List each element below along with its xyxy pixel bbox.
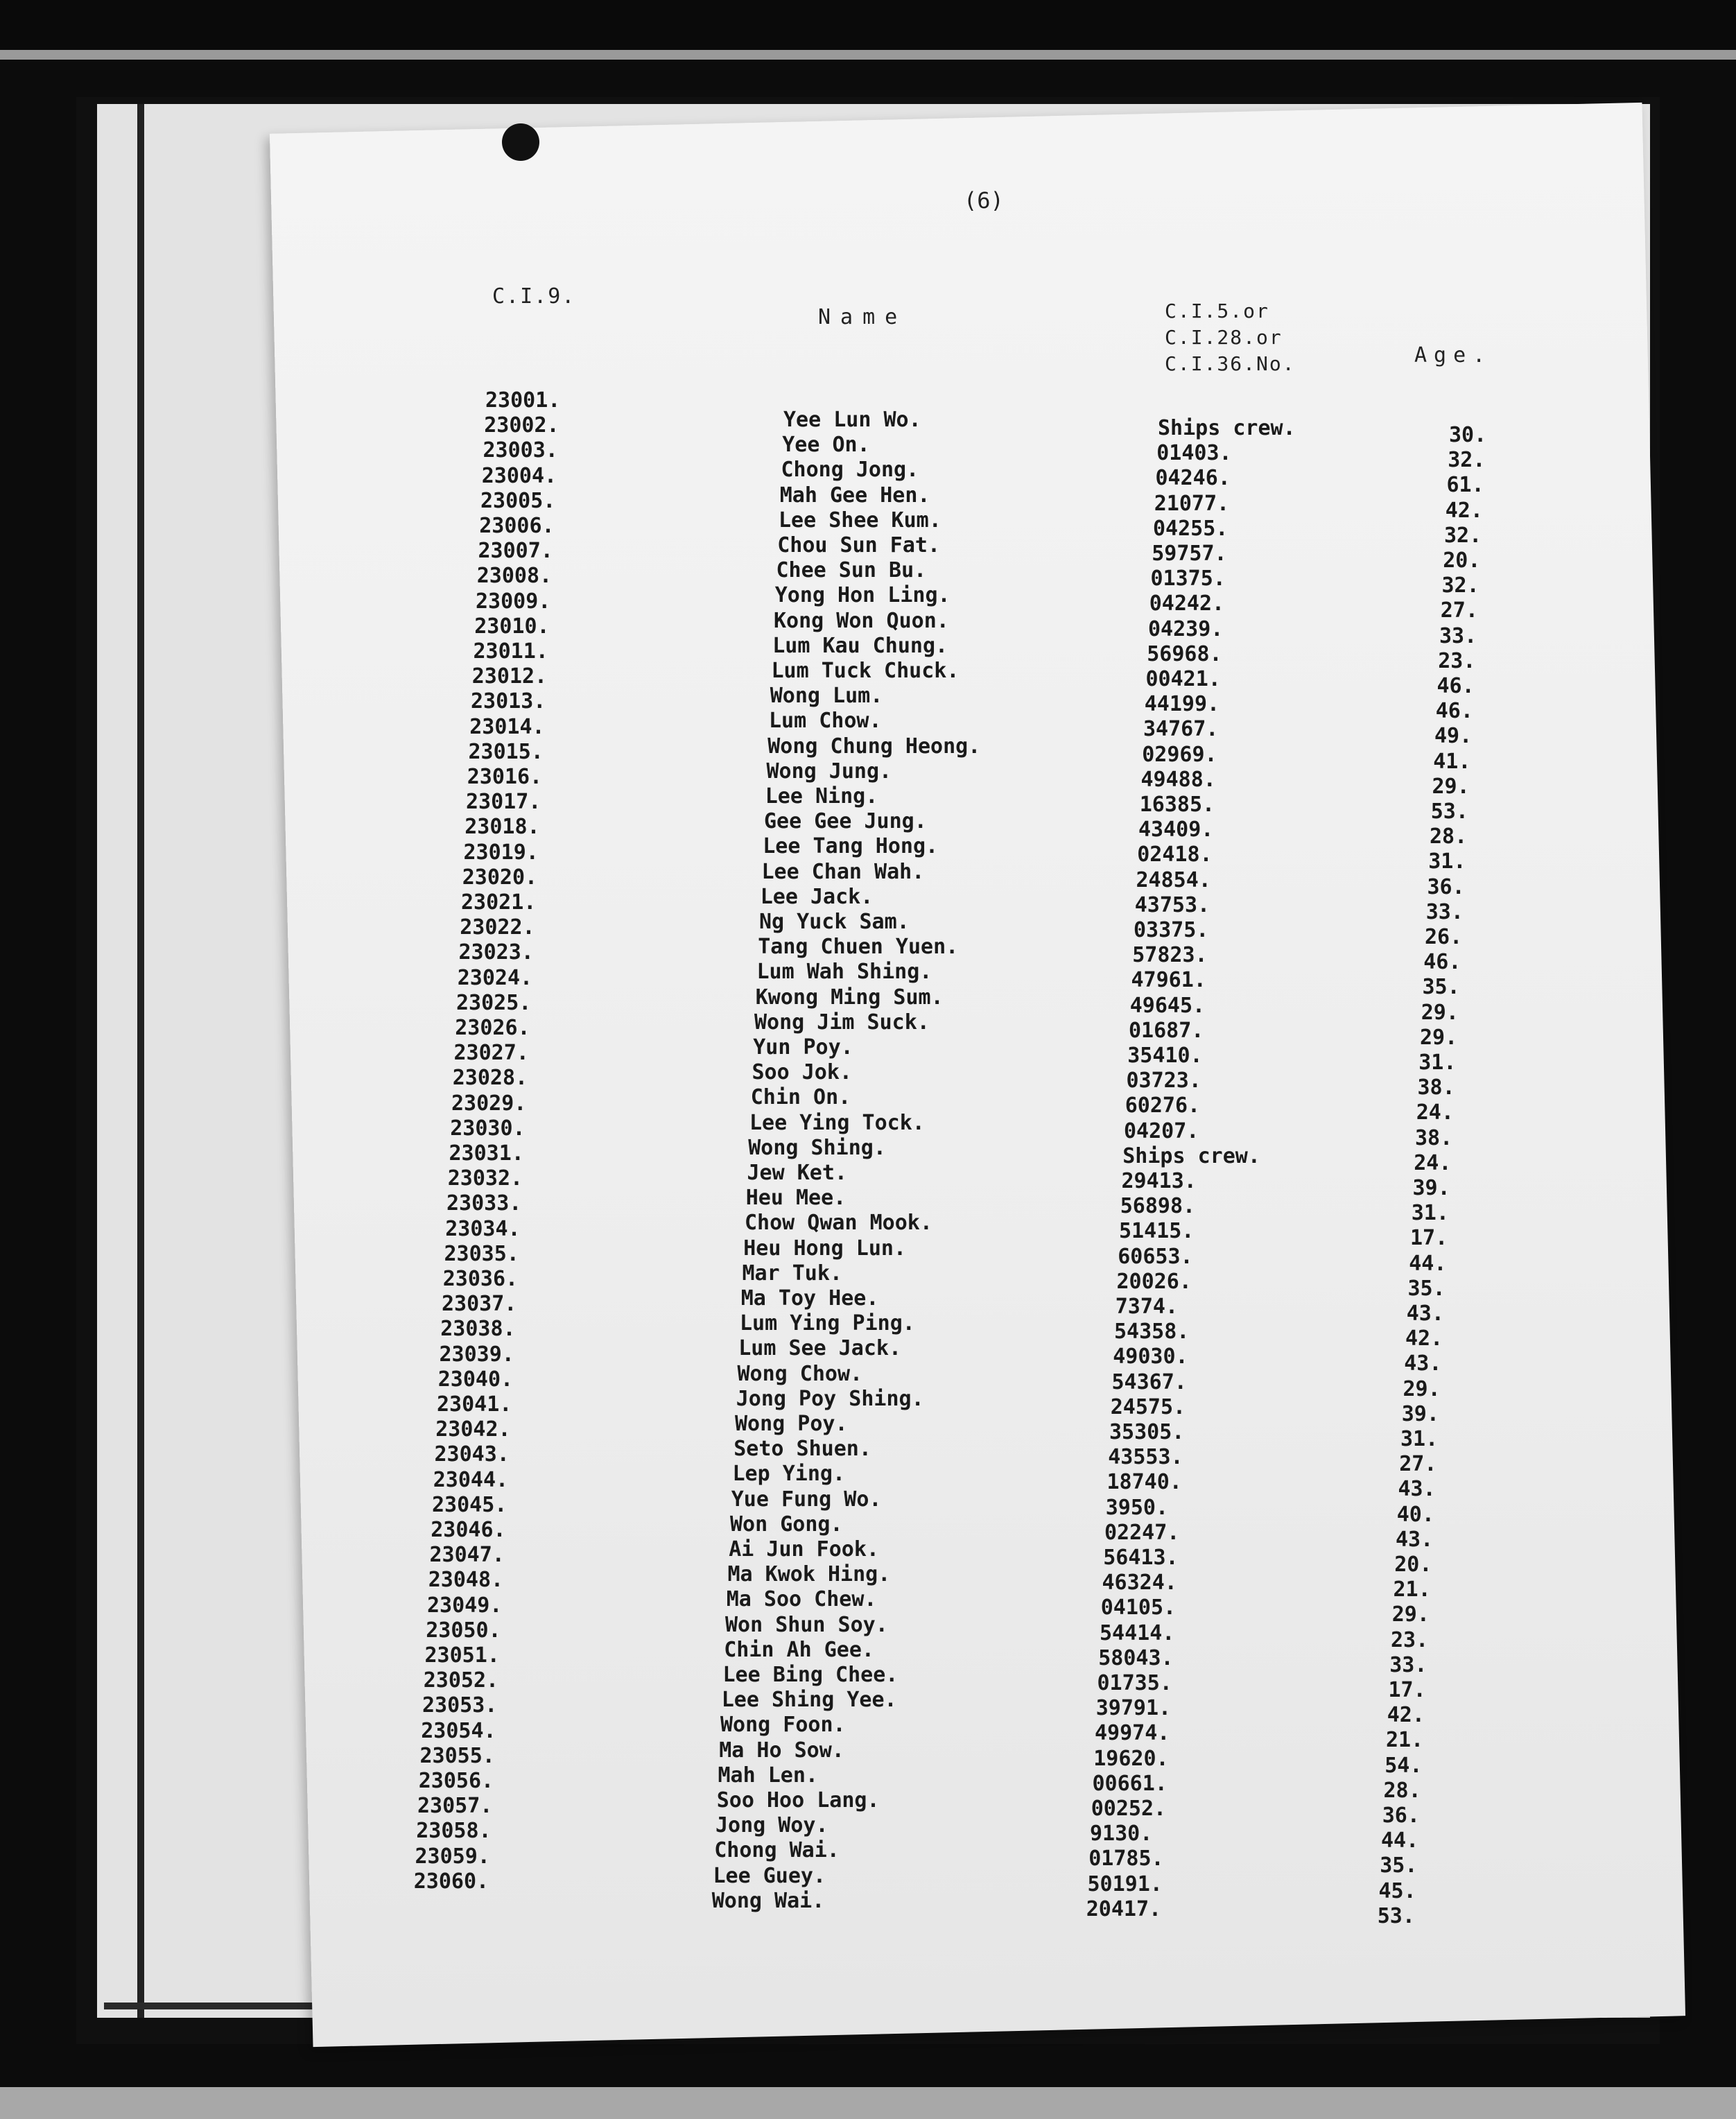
ci9-number: 23016. — [467, 765, 543, 789]
header-ci9: C.I.9. — [492, 284, 576, 309]
reference-number: 00421. — [1145, 667, 1221, 691]
ci9-number: 23056. — [418, 1769, 494, 1793]
person-name: Lee Tang Hong. — [763, 834, 939, 859]
reference-number: 00252. — [1091, 1797, 1167, 1821]
person-name: Wong Foon. — [720, 1713, 846, 1738]
reference-number: 60653. — [1118, 1244, 1193, 1269]
person-name: Ng Yuck Sam. — [759, 910, 910, 934]
person-name: Lee Ying Tock. — [749, 1110, 925, 1135]
person-name: Lum Kau Chung. — [772, 633, 948, 658]
ci9-number: 23018. — [465, 815, 540, 840]
age-value: 23. — [1391, 1627, 1429, 1652]
age-value: 33. — [1425, 899, 1464, 924]
reference-number: 18740. — [1106, 1470, 1182, 1495]
age-value: 31. — [1418, 1050, 1457, 1075]
age-value: 31. — [1400, 1427, 1439, 1451]
age-value: 30. — [1449, 423, 1487, 447]
ci9-number: 23010. — [474, 614, 550, 639]
person-name: Wong Chow. — [737, 1361, 863, 1386]
age-value: 21. — [1386, 1728, 1424, 1753]
ci9-number: 23004. — [481, 463, 557, 488]
person-name: Wong Poy. — [735, 1412, 848, 1436]
ci9-number: 23054. — [421, 1718, 496, 1743]
age-value: 31. — [1428, 849, 1466, 874]
ci9-number: 23053. — [422, 1693, 498, 1718]
ci9-number: 23047. — [429, 1543, 505, 1568]
person-name: Chee Sun Bu. — [776, 558, 927, 583]
age-value: 17. — [1388, 1678, 1426, 1702]
ci9-number: 23005. — [480, 488, 556, 513]
age-value: 29. — [1391, 1602, 1430, 1627]
header-reference-line-3: C.I.36.No. — [1165, 352, 1296, 375]
ci9-number: 23024. — [457, 965, 533, 990]
age-value: 32. — [1441, 573, 1479, 598]
reference-number: 03723. — [1126, 1069, 1201, 1093]
reference-number: 49488. — [1140, 767, 1216, 792]
age-value: 28. — [1430, 824, 1468, 849]
person-name: Heu Hong Lun. — [743, 1236, 907, 1261]
person-name: Mah Gee Hen. — [779, 483, 930, 508]
person-name: Wong Shing. — [748, 1135, 886, 1160]
ci9-number: 23049. — [427, 1593, 503, 1618]
person-name: Won Gong. — [730, 1512, 843, 1537]
age-value: 29. — [1432, 774, 1470, 799]
ci9-number: 23003. — [483, 438, 558, 463]
person-name: Yong Hon Ling. — [774, 583, 951, 608]
age-value: 27. — [1399, 1452, 1437, 1477]
person-name: Chin Ah Gee. — [724, 1637, 874, 1662]
person-name: Jew Ket. — [747, 1161, 847, 1185]
ci9-number: 23036. — [442, 1267, 519, 1291]
reference-number: 57823. — [1132, 943, 1208, 968]
person-name: Ma Soo Chew. — [726, 1587, 877, 1612]
ci9-number: 23059. — [415, 1844, 490, 1869]
reference-number: 04242. — [1149, 591, 1225, 616]
age-value: 32. — [1444, 523, 1482, 548]
person-name: Heu Mee. — [745, 1186, 847, 1211]
reference-number: 04207. — [1124, 1118, 1199, 1143]
reference-number: 56898. — [1120, 1194, 1196, 1219]
ci9-number: 23042. — [435, 1417, 511, 1442]
reference-number: 51415. — [1119, 1219, 1195, 1244]
age-value: 42. — [1405, 1326, 1443, 1351]
ci9-number: 23017. — [466, 790, 541, 815]
person-name: Mah Len. — [718, 1763, 818, 1788]
age-value: 28. — [1383, 1778, 1421, 1803]
ci9-number: 23025. — [456, 990, 532, 1015]
ci9-number: 23011. — [473, 639, 548, 664]
person-name: Lee Shing Yee. — [721, 1688, 897, 1713]
ci9-number: 23019. — [463, 840, 539, 865]
age-value: 33. — [1439, 623, 1477, 648]
ci9-number: 23015. — [468, 739, 544, 764]
reference-number: 56968. — [1147, 641, 1222, 666]
ci9-number: 23021. — [461, 890, 537, 915]
reference-number: 39791. — [1095, 1696, 1172, 1721]
ci9-number: 23035. — [444, 1241, 519, 1266]
ci9-number: 23044. — [433, 1467, 509, 1492]
reference-number: 47961. — [1131, 968, 1206, 993]
ci9-number: 23007. — [478, 539, 553, 564]
person-name: Jong Poy Shing. — [736, 1386, 924, 1411]
ci9-number: 23012. — [471, 664, 548, 689]
age-value: 32. — [1448, 448, 1486, 473]
ci9-number: 23058. — [416, 1819, 492, 1844]
header-reference-line-1: C.I.5.or — [1165, 300, 1269, 322]
ci9-number: 23014. — [469, 714, 545, 739]
reference-number: 01687. — [1129, 1018, 1204, 1043]
reference-number: 04255. — [1153, 516, 1229, 541]
person-name: Chong Jong. — [781, 458, 919, 483]
reference-number: 9130. — [1090, 1822, 1153, 1846]
reference-number: 03375. — [1134, 918, 1209, 942]
reference-number: 3950. — [1105, 1495, 1169, 1520]
reference-number: 04105. — [1100, 1595, 1177, 1620]
ci9-number: 23038. — [440, 1317, 516, 1342]
age-value: 42. — [1387, 1703, 1425, 1728]
age-value: 54. — [1385, 1753, 1423, 1778]
age-value: 46. — [1423, 950, 1461, 975]
person-name: Yue Fung Wo. — [731, 1487, 882, 1512]
ci9-number: 23009. — [476, 589, 551, 614]
reference-number: 58043. — [1098, 1645, 1174, 1670]
age-value: 35. — [1407, 1276, 1446, 1301]
reference-number: 19620. — [1093, 1746, 1169, 1771]
header-name: Name — [818, 305, 908, 329]
person-name: Wong Chung Heong. — [767, 734, 981, 759]
age-value: 36. — [1427, 874, 1465, 899]
person-name: Lum Ying Ping. — [740, 1311, 915, 1336]
person-name: Tang Chuen Yuen. — [758, 935, 959, 960]
age-value: 53. — [1377, 1903, 1415, 1928]
age-value: 24. — [1414, 1150, 1452, 1175]
age-value: 24. — [1416, 1100, 1454, 1125]
reference-number: 43409. — [1138, 818, 1214, 842]
person-name: Ma Kwok Hing. — [727, 1562, 891, 1587]
age-value: 42. — [1445, 498, 1483, 523]
reference-number: 43753. — [1134, 892, 1210, 917]
ci9-number: 23057. — [417, 1794, 493, 1819]
ci9-number: 23026. — [455, 1016, 530, 1040]
ci9-number: 23022. — [460, 915, 535, 940]
header-reference-line-2: C.I.28.or — [1165, 326, 1283, 349]
person-name: Ma Toy Hee. — [740, 1286, 879, 1311]
reference-number: 59757. — [1152, 542, 1227, 566]
ci9-number: 23043. — [434, 1442, 510, 1467]
person-name: Wong Wai. — [711, 1888, 825, 1913]
reference-number: 60276. — [1125, 1093, 1201, 1118]
reference-number: 43553. — [1108, 1445, 1183, 1470]
ci9-number: 23052. — [423, 1668, 499, 1693]
person-name: Won Shun Soy. — [725, 1612, 888, 1637]
age-value: 35. — [1422, 975, 1460, 1000]
age-value: 46. — [1435, 699, 1473, 724]
reference-number: 00661. — [1092, 1771, 1168, 1796]
person-name: Soo Jok. — [752, 1060, 852, 1085]
ci9-number: 23027. — [453, 1041, 529, 1066]
ci9-number: 23001. — [485, 388, 561, 413]
person-name: Lum Chow. — [769, 709, 882, 734]
age-value: 29. — [1420, 1025, 1458, 1050]
person-name: Lee Bing Chee. — [722, 1663, 899, 1687]
age-value: 53. — [1430, 799, 1468, 824]
ci9-number: 23006. — [479, 514, 555, 538]
age-value: 17. — [1410, 1226, 1448, 1251]
age-value: 27. — [1440, 598, 1478, 623]
age-value: 43. — [1396, 1527, 1434, 1552]
reference-number: 01785. — [1088, 1846, 1164, 1871]
reference-number: 29413. — [1121, 1169, 1197, 1193]
age-value: 23. — [1438, 648, 1476, 673]
person-name: Lee Chan Wah. — [761, 859, 925, 884]
reference-number: 16385. — [1139, 793, 1215, 817]
ci9-number: 23020. — [462, 865, 538, 890]
age-value: 49. — [1434, 724, 1473, 749]
ci9-number: 23029. — [451, 1091, 527, 1116]
reference-number: Ships crew. — [1158, 416, 1296, 440]
person-name: Kong Won Quon. — [774, 608, 949, 633]
punch-hole — [502, 123, 539, 161]
person-name: Wong Jim Suck. — [754, 1010, 930, 1035]
reference-number: 01735. — [1097, 1671, 1172, 1695]
age-value: 44. — [1409, 1251, 1447, 1276]
ci9-number: 23034. — [445, 1216, 521, 1241]
person-name: Yee On. — [782, 433, 870, 458]
person-name: Wong Jung. — [766, 759, 892, 784]
ci9-number: 23013. — [471, 689, 546, 714]
ci9-number: 23030. — [450, 1116, 526, 1141]
ci9-number: 23032. — [447, 1166, 523, 1191]
ci9-number: 23028. — [452, 1066, 528, 1091]
person-name: Kwong Ming Sum. — [755, 985, 944, 1010]
reference-number: 54367. — [1111, 1369, 1187, 1394]
person-name: Lee Shee Kum. — [779, 508, 941, 533]
ci9-number: 23031. — [449, 1141, 524, 1166]
reference-number: 54414. — [1100, 1620, 1175, 1645]
ci9-number: 23037. — [442, 1292, 517, 1317]
age-value: 21. — [1393, 1577, 1431, 1602]
age-value: 26. — [1425, 925, 1463, 949]
reference-number: Ships crew. — [1122, 1143, 1260, 1168]
person-name: Soo Hoo Lang. — [716, 1788, 880, 1813]
reference-number: 20417. — [1086, 1896, 1162, 1921]
ci9-number: 23051. — [424, 1643, 500, 1668]
reference-number: 04239. — [1148, 616, 1224, 641]
person-name: Jong Woy. — [715, 1813, 828, 1838]
age-value: 35. — [1380, 1853, 1418, 1878]
reference-number: 02418. — [1137, 842, 1213, 867]
ci9-number: 23008. — [476, 564, 553, 589]
person-name: Mar Tuk. — [742, 1261, 842, 1286]
person-name: Lep Ying. — [732, 1462, 846, 1487]
age-value: 39. — [1401, 1401, 1439, 1426]
ci9-number: 23050. — [426, 1618, 501, 1643]
ci9-number: 23060. — [413, 1869, 489, 1894]
header-reference — [1165, 298, 1296, 377]
age-value: 43. — [1404, 1351, 1442, 1376]
reference-number: 34767. — [1143, 717, 1219, 742]
person-name: Lee Guey. — [713, 1863, 826, 1888]
reference-number: 46324. — [1102, 1571, 1177, 1595]
reference-number: 35305. — [1109, 1420, 1185, 1444]
ci9-number: 23046. — [431, 1518, 506, 1542]
reference-number: 01403. — [1156, 441, 1232, 466]
person-name: Chin On. — [750, 1085, 851, 1110]
person-name: Lum Wah Shing. — [756, 960, 932, 985]
person-name: Chong Wai. — [714, 1838, 840, 1863]
header-age: Age. — [1414, 343, 1493, 367]
ci9-number: 23040. — [437, 1367, 514, 1392]
age-value: 29. — [1403, 1376, 1441, 1401]
person-name: Ma Ho Sow. — [719, 1738, 844, 1763]
age-value: 31. — [1411, 1201, 1449, 1226]
age-value: 33. — [1389, 1652, 1427, 1677]
age-value: 29. — [1421, 1000, 1459, 1025]
ci9-number: 23039. — [439, 1342, 514, 1367]
reference-number: 01375. — [1150, 566, 1226, 591]
person-name: Ai Jun Fook. — [729, 1537, 879, 1562]
person-name: Seto Shuen. — [734, 1437, 871, 1462]
age-value: 36. — [1382, 1804, 1420, 1828]
page-number: (6) — [964, 187, 1004, 214]
ci9-number: 23045. — [432, 1492, 507, 1517]
age-value: 20. — [1394, 1553, 1432, 1577]
reference-number: 7374. — [1115, 1295, 1179, 1319]
ci9-number: 23033. — [446, 1191, 522, 1216]
reference-number: 21077. — [1154, 491, 1230, 516]
person-name: Yee Lun Wo. — [783, 408, 921, 432]
age-value: 61. — [1446, 473, 1484, 498]
reference-number: 49974. — [1095, 1721, 1170, 1746]
age-value: 43. — [1406, 1301, 1444, 1326]
person-name: Chou Sun Fat. — [777, 533, 941, 557]
person-name: Chow Qwan Mook. — [745, 1211, 932, 1236]
reference-number: 49645. — [1129, 993, 1206, 1018]
reference-number: 44199. — [1144, 692, 1220, 717]
ci9-number: 23023. — [458, 940, 534, 965]
age-value: 40. — [1396, 1502, 1434, 1527]
reference-number: 04246. — [1155, 466, 1231, 491]
person-name: Lee Ning. — [765, 784, 878, 808]
reference-number: 02247. — [1104, 1520, 1180, 1545]
reference-number: 20026. — [1116, 1269, 1192, 1294]
age-value: 44. — [1381, 1828, 1419, 1853]
reference-number: 54358. — [1114, 1320, 1190, 1344]
person-name: Lum Tuck Chuck. — [771, 659, 960, 683]
person-name: Gee Gee Jung. — [764, 809, 927, 834]
age-value: 39. — [1412, 1176, 1450, 1200]
age-value: 46. — [1436, 674, 1475, 698]
age-value: 43. — [1398, 1477, 1436, 1502]
ci9-number: 23048. — [428, 1568, 504, 1593]
age-value: 38. — [1417, 1075, 1455, 1100]
age-value: 38. — [1415, 1125, 1453, 1150]
reference-number: 24854. — [1136, 867, 1211, 892]
age-value: 45. — [1378, 1878, 1416, 1903]
reference-number: 24575. — [1110, 1394, 1186, 1419]
reference-number: 56413. — [1103, 1546, 1179, 1570]
person-name: Lum See Jack. — [738, 1336, 902, 1361]
age-value: 41. — [1433, 749, 1471, 774]
ci9-number: 23002. — [484, 413, 559, 438]
reference-number: 02969. — [1142, 742, 1217, 767]
ci9-number: 23055. — [419, 1743, 495, 1768]
person-name: Yun Poy. — [753, 1035, 853, 1060]
person-name: Wong Lum. — [770, 684, 883, 709]
age-value: 20. — [1443, 548, 1481, 573]
reference-number: 49030. — [1113, 1344, 1188, 1369]
reference-number: 35410. — [1127, 1044, 1203, 1068]
ci9-number: 23041. — [437, 1392, 512, 1417]
reference-number: 50191. — [1087, 1871, 1163, 1896]
person-name: Lee Jack. — [760, 884, 874, 909]
